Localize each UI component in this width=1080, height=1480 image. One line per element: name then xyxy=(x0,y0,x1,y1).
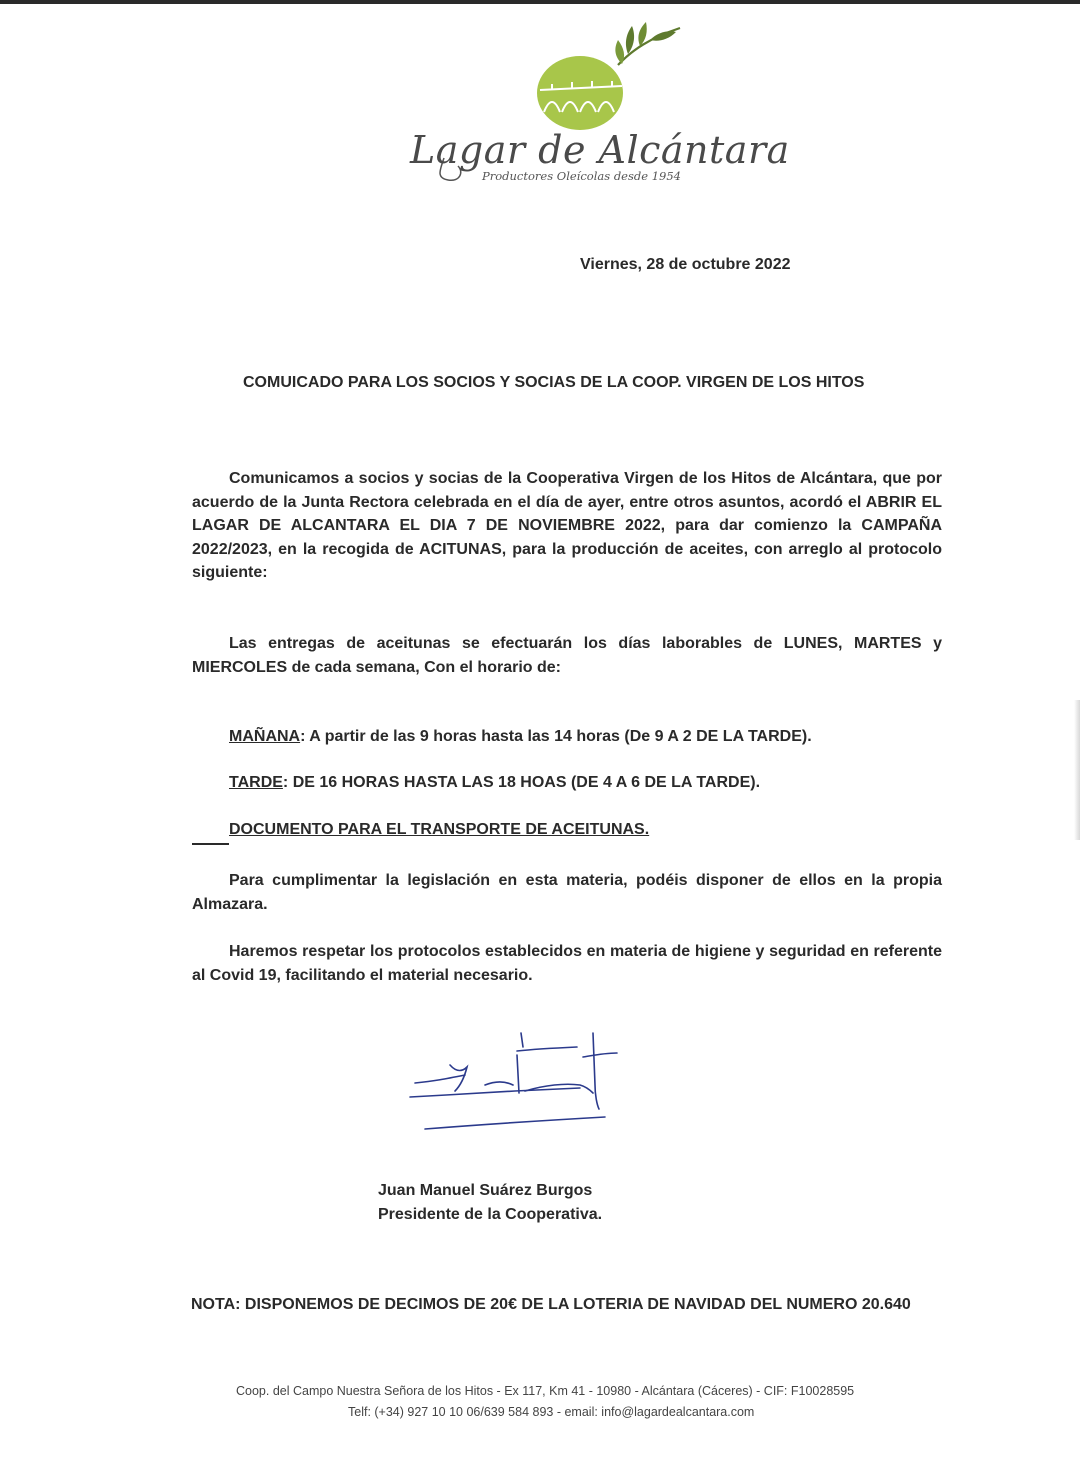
afternoon-text: : DE 16 HORAS HASTA LAS 18 HOAS (DE 4 A 6 DE LA TARDE). xyxy=(282,774,761,791)
footer-contact-clip xyxy=(348,1402,788,1419)
morning-schedule xyxy=(229,728,812,746)
letterhead-name: Lagar de Alcántara xyxy=(410,128,790,172)
scan-edge-shadow xyxy=(1074,700,1080,840)
handwritten-signature xyxy=(405,1025,635,1140)
covid-paragraph: Haremos respetar los protocolos establecidos en materia de higiene y seguridad en referente al Covid 19, facilitando el material necesario. xyxy=(192,943,942,984)
footer-contact: Telf: (+34) 927 10 10 06/639 584 893 - email: info@lagardealcantara.com xyxy=(348,1405,755,1419)
letterhead-tagline: Productores Oleícolas desde 1954 xyxy=(482,169,681,183)
deliveries-paragraph: Las entregas de aceitunas se efectuarán los días laborables de LUNES, MARTES y MIERCOLES de cada semana, Con el horario de: xyxy=(192,635,942,676)
page-top-border xyxy=(0,0,1080,4)
footer-address: Coop. del Campo Nuestra Señora de los Hitos - Ex 117, Km 41 - 10980 - Alcántara (Cáceres) - CIF: F10028595 xyxy=(236,1384,855,1398)
lottery-note: NOTA: DISPONEMOS DE DECIMOS DE 20€ DE LA LOTERIA DE NAVIDAD DEL NUMERO 20.640 xyxy=(191,1296,911,1313)
document-heading: DOCUMENTO PARA EL TRANSPORTE DE ACEITUNAS. xyxy=(229,821,650,838)
morning-label: MAÑANA xyxy=(229,728,301,745)
afternoon-schedule xyxy=(229,774,760,792)
signer-role: Presidente de la Cooperativa. xyxy=(378,1206,603,1223)
document-heading-rule xyxy=(192,843,229,845)
letter-date: Viernes, 28 de octubre 2022 xyxy=(580,256,791,273)
legislation-paragraph: Para cumplimentar la legislación en esta materia, podéis disponer de ellos en la propia Almazara. xyxy=(192,872,942,913)
signer-name: Juan Manuel Suárez Burgos xyxy=(378,1182,593,1199)
signer-block xyxy=(378,1179,602,1227)
letterhead-logo xyxy=(400,20,790,195)
letter-title: COMUICADO PARA LOS SOCIOS Y SOCIAS DE LA COOP. VIRGEN DE LOS HITOS xyxy=(243,374,865,391)
intro-paragraph: Comunicamos a socios y socias de la Cooperativa Virgen de los Hitos de Alcántara, que por acuerdo de la Junta Rectora celebrada en el día de ayer, entre otros asuntos, acordó el ABRIR EL LAGAR DE ALCANTARA EL DIA 7 DE NOVIEMBRE 2022, para dar comienzo la CAMPAÑA 2022/2023, en la recogida de ACITUNAS, para la producción de aceites, con arreglo al protocolo siguiente: xyxy=(192,470,942,581)
morning-text: : A partir de las 9 horas hasta las 14 horas (De 9 A 2 DE LA TARDE). xyxy=(300,728,812,745)
afternoon-label: TARDE xyxy=(229,774,283,791)
